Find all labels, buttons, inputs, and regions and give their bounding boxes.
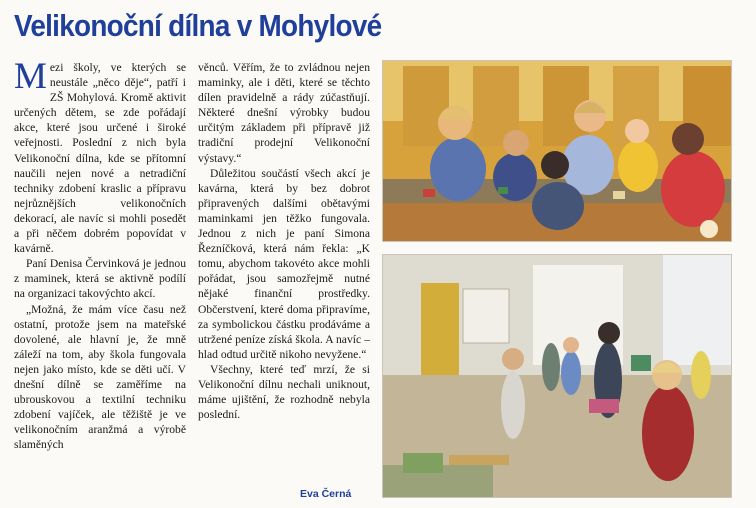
paragraph-denisa: Paní Denisa Červinková je jednou z maminek, která se aktivně podílí na organizaci takovýchto akcí. [14, 257, 186, 301]
article-column-2 [198, 60, 370, 422]
paragraph-intro [14, 56, 186, 256]
photo-workshop-table [382, 60, 732, 242]
paragraph-intro-text: ezi školy, ve kterých se neustále „něco děje“, patří i ZŠ Mohylová. Kromě aktivit určených dětem, se zde pořádají akce, které jsou určené i široké veřejnosti. Poslední z nich byla Velikonoční dílna, kde se přítomní naučili nejen nové a netradiční techniky zdobení kraslic a přípravu nejrůznějších velikonočních dekorací, ale navíc si mohli posedět a při něčem dobrém popovídat v kavárně. [14, 61, 186, 256]
article-title: Velikonoční dílna v Mohylové [14, 8, 382, 43]
paragraph-quote-start: „Možná, že mám více času než ostatní, protože jsem na mateřské dovolené, ale hlavní je, že mně záleží na tom, aby škola fungovala nejen jako místo, kde se děti učí. V dnešní dílně se zaměříme na ubrouskovou a textilní techniku zdobení vajíček, ale těžiště je ve velikonočním aranžmá a výrobě slaměných [14, 302, 186, 452]
paragraph-cafe: Důležitou součástí všech akcí je kavárna, která by bez dobrot připravených dalšími obětavými maminkami jen těžko fungovala. Jednou z nich je paní Simona Řezníčková, která nám řekla: „K tomu, abychom takovéto akce mohli pořádat, jsou samozřejmě nutné nějaké finanční prostředky. Občerstvení, které doma připravíme, za symbolickou částku prodáváme a utržené peníze získá škola. A navíc – hlad odtud určitě nikoho nevyžene.“ [198, 166, 370, 361]
dropcap-letter: M [14, 56, 47, 97]
paragraph-quote-end: věnců. Věřím, že to zvládnou nejen maminky, ale i děti, které se těchto dílen pravidelně a rády zúčastňují. Některé dnešní výrobky budou určitým základem při přípravě již tradiční prodejní Velikonoční výstavy.“ [198, 61, 370, 165]
photo-workshop-table-image [383, 61, 731, 241]
photo-workshop-room [382, 254, 732, 498]
article-column-1 [14, 56, 186, 452]
paragraph-closing: Všechny, které teď mrzí, že si Velikonoční dílnu nechali uniknout, máme ujištění, že rozhodně nebyla poslední. [198, 362, 370, 422]
author-signature: Eva Černá [300, 488, 352, 500]
photo-workshop-room-image [383, 255, 731, 497]
